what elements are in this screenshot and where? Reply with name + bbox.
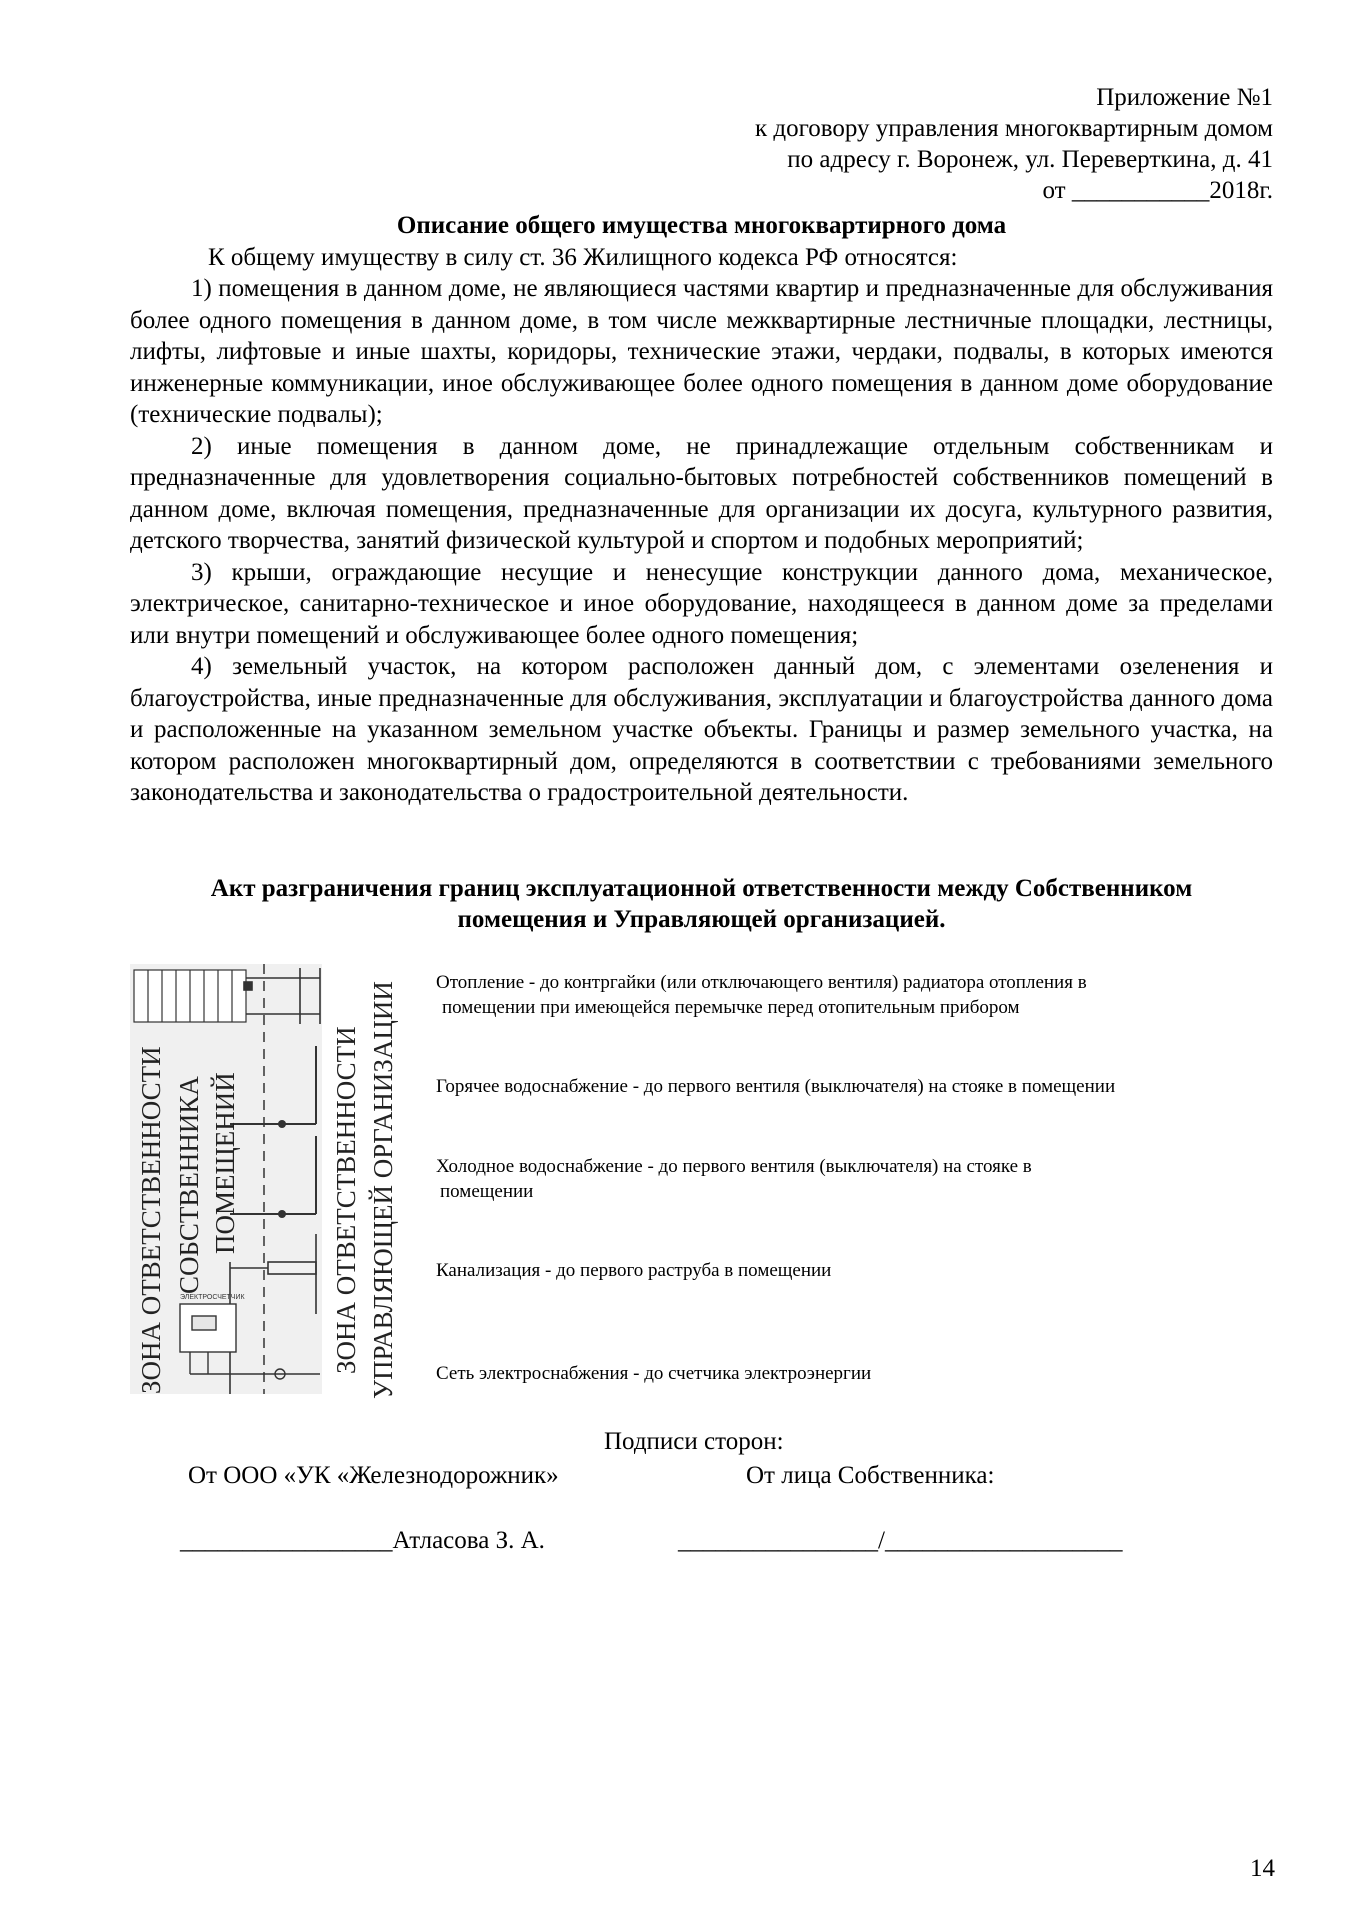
appendix-number: Приложение №1 bbox=[1096, 84, 1273, 111]
list-item: 3) крыши, ограждающие несущие и ненесущие конструкции данного дома, механическое, электрическое, санитарно-техническое и иное оборудование, находящееся в данном доме за пределами или внутри помещений и обслуживающее более одного помещения; bbox=[130, 558, 1273, 649]
property-address: по адресу г. Воронеж, ул. Переверткина, д. 41 bbox=[787, 146, 1273, 173]
list-item: 2) иные помещения в данном доме, не принадлежащие отдельным собственникам и предназначенные для удовлетворения социально-бытовых потребностей собственников помещений в данном доме, включая помещения, предназначенные для организации их досуга, культурного развития, детского творчества, занятий физической культурой и спортом и подобных мероприятий; bbox=[130, 432, 1273, 554]
page-number: 14 bbox=[1250, 1855, 1275, 1882]
signatures-heading: Подписи сторон: bbox=[604, 1428, 784, 1455]
contract-date: от ___________2018г. bbox=[1042, 177, 1273, 204]
hot-water-zone: Горячее водоснабжение - до первого вентиля (выключателя) на стояке в помещении bbox=[436, 1076, 1116, 1097]
heating-zone: Отопление - до контргайки (или отключающего вентиля) радиатора отопления в помещении при имеющейся перемычке перед отопительным прибором bbox=[436, 972, 1087, 1018]
sewer-zone: Канализация - до первого раструба в помещении bbox=[436, 1260, 832, 1281]
cold-water-zone: Холодное водоснабжение - до первого вентиля (выключателя) на стояке в помещении bbox=[436, 1156, 1032, 1202]
section-intro: К общему имуществу в силу ст. 36 Жилищного кодекса РФ относятся: bbox=[208, 244, 958, 271]
owner-party-label: От лица Собственника: bbox=[746, 1462, 995, 1489]
list-item: 1) помещения в данном доме, не являющиеся частями квартир и предназначенные для обслуживания более одного помещения в данном доме, в том числе межквартирные лестничные площадки, лестницы, лифты, лифтовые и иные шахты, коридоры, технические этажи, чердаки, подвалы, в которых имеются инженерные коммуникации, иное обслуживающее более одного помещения в данном доме оборудование (технические подвалы); bbox=[130, 275, 1273, 428]
org-party-label: От ООО «УК «Железнодорожник» bbox=[188, 1462, 559, 1489]
list-item: 4) земельный участок, на котором расположен данный дом, с элементами озеленения и благоустройства, иные предназначенные для обслуживания, эксплуатации и благоустройства данного дома и расположенные на указанном земельном участке объекты. Границы и размер земельного участка, на котором расположен многоквартирный дом, определяются в соответствии с требованиями земельного законодательства и законодательства о градостроительной деятельности. bbox=[130, 653, 1273, 806]
owner-zone-line: ПОМЕЩЕНИЙ bbox=[210, 1072, 240, 1254]
contract-reference: к договору управления многоквартирным домом bbox=[754, 115, 1273, 142]
owner-zone-line: ЗОНА ОТВЕТСТВЕННОСТИ bbox=[136, 1046, 166, 1394]
act-title-line: Акт разграничения границ эксплуатационной ответственности между Собственником bbox=[210, 875, 1193, 902]
org-zone-line: УПРАВЛЯЮЩЕЙ ОРГАНИЗАЦИИ bbox=[368, 981, 398, 1399]
electric-zone: Сеть электроснабжения - до счетчика электроэнергии bbox=[436, 1363, 872, 1384]
owner-zone-line: СОБСТВЕННИКА bbox=[174, 1076, 204, 1294]
meter-label: ЭЛЕКТРОСЧЕТЧИК bbox=[180, 1294, 245, 1301]
org-zone-line: ЗОНА ОТВЕТСТВЕННОСТИ bbox=[331, 1026, 361, 1374]
act-title-line: помещения и Управляющей организацией. bbox=[457, 906, 946, 933]
org-signature-line: _________________Атласова З. А. bbox=[180, 1527, 545, 1554]
owner-signature-line: ________________/___________________ bbox=[678, 1527, 1123, 1554]
section-title: Описание общего имущества многоквартирного дома bbox=[396, 212, 1007, 239]
